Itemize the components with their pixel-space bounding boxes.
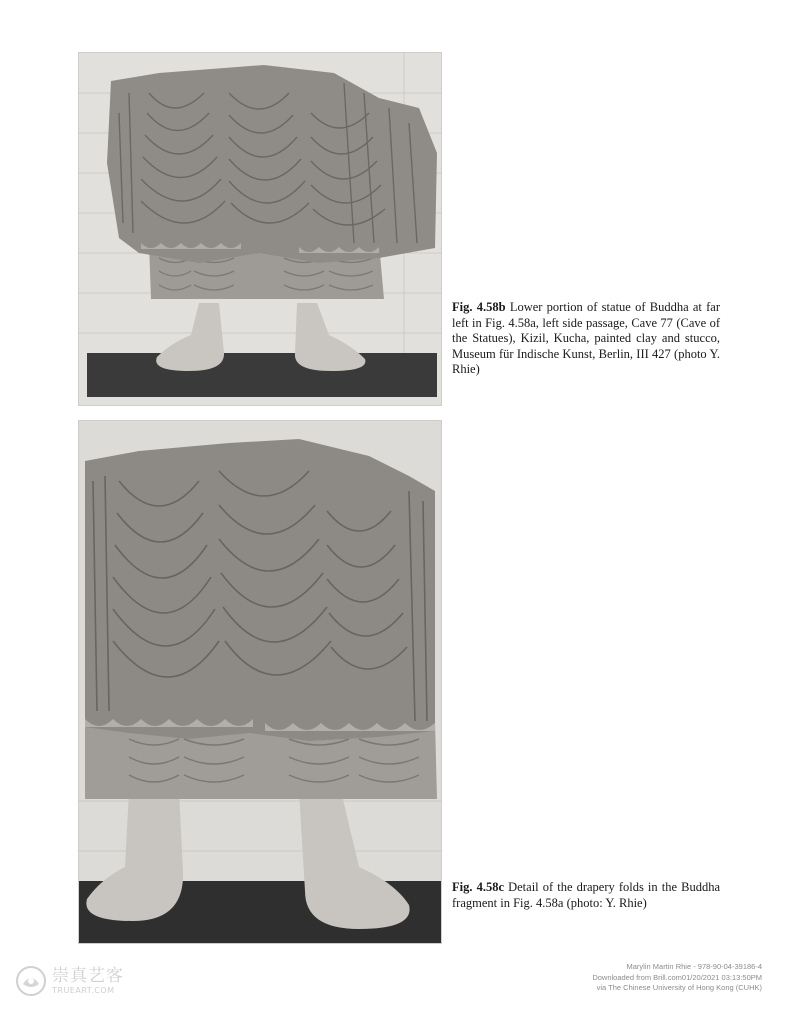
- figure-4-58c-caption: [452, 880, 720, 911]
- figure-4-58b-caption: [452, 300, 720, 378]
- figure-4-58b-photo: [78, 52, 442, 406]
- download-footer: [592, 962, 762, 994]
- figure-4-58c-photo: [78, 420, 442, 944]
- figure-caption-text: Detail of the drapery folds in the Buddha fragment in Fig. 4.58a (photo: Y. Rhie): [452, 880, 720, 910]
- buddha-statue-lower-portion-image: [79, 53, 441, 405]
- footer-download-info: Downloaded from Brill.com01/20/2021 03:13:50PM: [592, 972, 762, 982]
- trueart-logo-icon: [14, 964, 48, 998]
- figure-caption-text: Lower portion of statue of Buddha at far left in Fig. 4.58a, left side passage, Cave 77 (Cave of the Statues), Kizil, Kucha, painted clay and stucco, Museum für Indische Kunst, Berlin, III 427 (photo Y. Rhie): [452, 300, 721, 376]
- trueart-watermark: [14, 964, 124, 998]
- footer-institution: via The Chinese University of Hong Kong (CUHK): [596, 983, 762, 992]
- buddha-drapery-detail-image: [79, 421, 441, 943]
- watermark-latin-text: TRUEART.COM: [52, 985, 115, 995]
- figure-label: Fig. 4.58c: [452, 880, 504, 894]
- figure-label: Fig. 4.58b: [452, 300, 506, 314]
- watermark-chinese-text: 崇真艺客: [52, 965, 124, 986]
- footer-author-isbn: Marylin Martin Rhie - 978-90-04-39186-4: [626, 962, 762, 971]
